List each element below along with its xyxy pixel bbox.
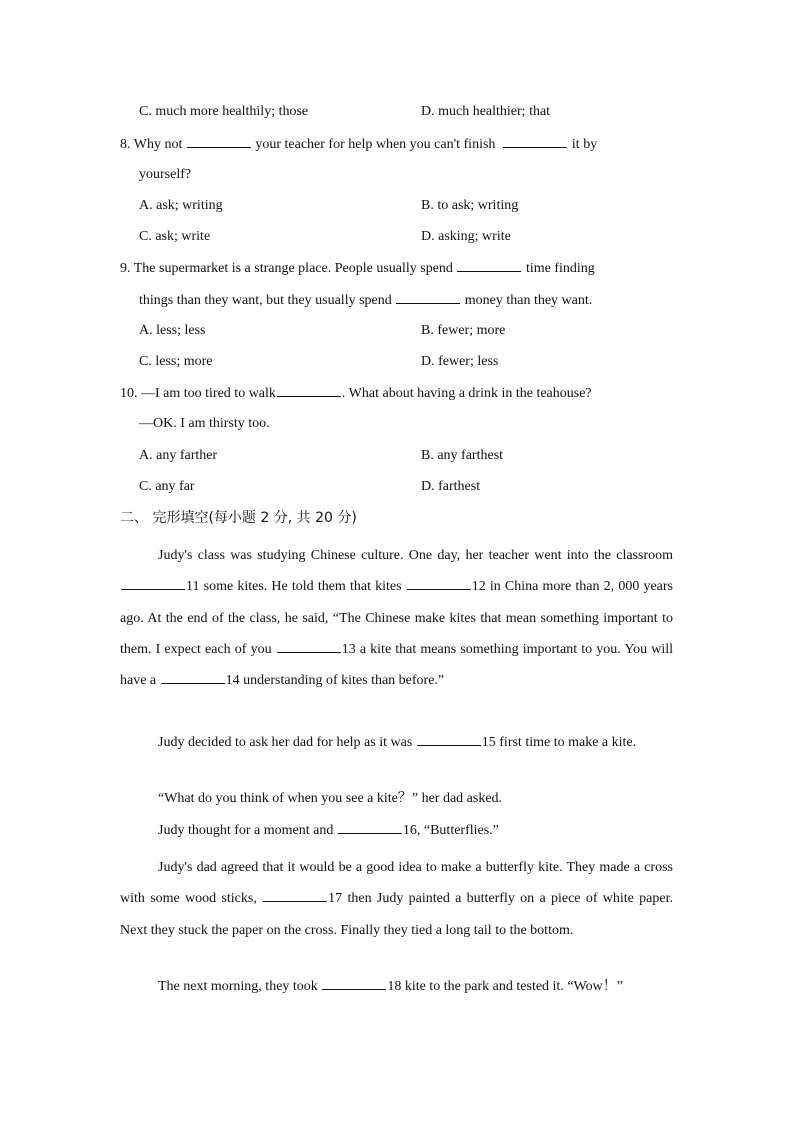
passage-paragraph-3: “What do you think of when you see a kite？” her dad asked. xyxy=(158,791,503,806)
q8-option-b: B. to ask; writing xyxy=(421,198,519,213)
answer-blank xyxy=(503,135,567,148)
passage-text: 18 kite to the park and tested it. “Wow！” xyxy=(387,979,623,994)
q9-cont-part-b: money than they want. xyxy=(464,293,593,308)
q9-stem-continued xyxy=(139,291,592,310)
answer-blank xyxy=(187,135,251,148)
q10-option-b: B. any farthest xyxy=(421,448,504,463)
blank-17 xyxy=(263,889,327,902)
q8-option-d: D. asking; write xyxy=(421,229,511,244)
q9-stem xyxy=(120,259,595,278)
passage-text: 17 then Judy painted a butterfly on a piece of white paper. Next they stuck the paper on the cross. Finally they tied a long tail to the bottom. xyxy=(120,891,674,938)
q10-reply: —OK. I am thirsty too. xyxy=(139,416,270,431)
blank-15 xyxy=(417,733,481,746)
passage-text: 15 first time to make a kite. xyxy=(481,735,637,750)
q9-stem-part-b: time finding xyxy=(525,261,595,276)
q9-option-c: C. less; more xyxy=(139,354,213,369)
blank-13 xyxy=(277,640,341,653)
q8-stem-part-c: it by xyxy=(571,137,598,152)
q8-option-c: C. ask; write xyxy=(139,229,211,244)
q9-option-b: B. fewer; more xyxy=(421,323,506,338)
passage-text: Judy's dad agreed that it would be a good idea to make a butterfly kite. They made a cross with some wood sticks, xyxy=(120,860,673,907)
q8-stem-part-b: your teacher for help when you can't finish xyxy=(255,137,496,152)
q10-option-c: C. any far xyxy=(139,479,195,494)
passage-text: 12 in China more than 2, 000 years ago. At the end of the class, he said, “The Chinese make kites that mean something important to them. I expect each of you xyxy=(120,579,673,657)
q8-stem-part-a: 8. Why not xyxy=(120,137,183,152)
q8-stem xyxy=(120,135,597,154)
passage-paragraph-6 xyxy=(158,977,623,996)
passage-text: The next morning, they took xyxy=(158,979,318,994)
q7-option-c: C. much more healthily; those xyxy=(139,104,309,119)
blank-12 xyxy=(407,577,471,590)
passage-text: Judy thought for a moment and xyxy=(158,823,334,838)
q10-stem-part-b: . What about having a drink in the teahouse? xyxy=(341,386,592,401)
answer-blank xyxy=(457,259,521,272)
passage-text: 14 understanding of kites than before.” xyxy=(225,673,445,689)
q9-option-d: D. fewer; less xyxy=(421,354,499,369)
q9-cont-part-a: things than they want, but they usually spend xyxy=(139,293,392,308)
q9-option-a: A. less; less xyxy=(139,323,206,338)
q8-stem-continued: yourself? xyxy=(139,167,192,182)
blank-11 xyxy=(121,577,185,590)
answer-blank xyxy=(396,291,460,304)
passage-text: 11 some kites. He told them that kites xyxy=(186,579,402,595)
q10-option-d: D. farthest xyxy=(421,479,481,494)
q10-stem xyxy=(120,384,592,403)
q8-option-a: A. ask; writing xyxy=(139,198,223,213)
passage-paragraph-1 xyxy=(120,540,673,696)
passage-text: 13 a kite that means something important to you. You will have a xyxy=(120,641,673,689)
section-heading: 二、 完形填空(每小题 2 分, 共 20 分) xyxy=(120,510,357,526)
passage-paragraph-2 xyxy=(120,727,673,758)
q10-option-a: A. any farther xyxy=(139,448,218,463)
passage-paragraph-4 xyxy=(158,821,499,840)
blank-16 xyxy=(338,821,402,834)
q10-stem-part-a: 10. —I am too tired to walk xyxy=(120,386,276,401)
passage-text: Judy's class was studying Chinese culture. One day, her teacher went into the classroom xyxy=(158,548,673,563)
blank-18 xyxy=(322,977,386,990)
passage-text: 16, “Butterflies.” xyxy=(402,823,499,838)
answer-blank xyxy=(277,384,341,397)
passage-paragraph-5 xyxy=(120,852,673,946)
passage-text: Judy decided to ask her dad for help as it was xyxy=(158,735,413,750)
q9-stem-part-a: 9. The supermarket is a strange place. People usually spend xyxy=(120,261,453,276)
blank-14 xyxy=(161,671,225,684)
q7-option-d: D. much healthier; that xyxy=(421,104,551,119)
